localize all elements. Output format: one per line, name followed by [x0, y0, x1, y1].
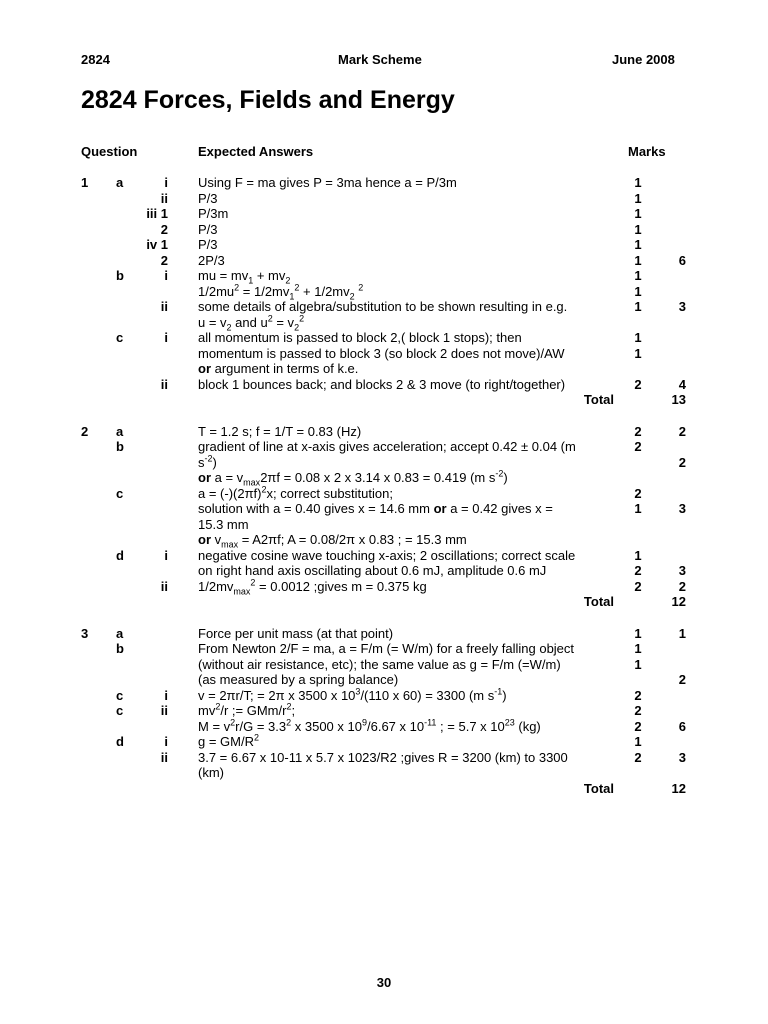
table-row	[0, 517, 768, 533]
expected-answer: momentum is passed to block 3 (so block 2 does not move)/AW	[198, 345, 565, 361]
total-marks: 4	[678, 376, 686, 392]
header-date: June 2008	[612, 52, 675, 67]
marks: 1	[634, 345, 642, 361]
table-row	[0, 594, 768, 610]
total-marks: 13	[671, 392, 686, 407]
question-number: 2	[81, 423, 89, 439]
marks: 2	[634, 718, 642, 734]
expected-answer: From Newton 2/F = ma, a = F/m (= W/m) for a freely falling object	[198, 641, 575, 656]
table-row	[0, 501, 768, 517]
table-row	[0, 191, 768, 207]
total-label: Total	[583, 594, 614, 609]
subpart-label: 2	[160, 252, 168, 268]
page-title: 2824 Forces, Fields and Energy	[81, 86, 455, 114]
subpart-label: i	[164, 330, 168, 345]
expected-answer: P/3m	[198, 206, 229, 221]
table-row	[0, 532, 768, 548]
table-row	[0, 486, 768, 502]
marks: 1	[634, 268, 642, 283]
marks: 1	[634, 237, 642, 252]
expected-answer: $s^{-2}$)	[198, 453, 217, 470]
subpart-label: iv 1	[146, 237, 168, 252]
marks: 2	[634, 439, 642, 454]
page-number: 30	[376, 975, 392, 990]
part-label: a	[116, 625, 124, 641]
table-row	[0, 253, 768, 269]
table-row	[0, 392, 768, 408]
header-doc-type: Mark Scheme	[338, 52, 422, 67]
table-row	[0, 641, 768, 657]
table-row	[0, 175, 768, 191]
table-row	[0, 626, 768, 642]
expected-answer: $g = GM/R^2$	[198, 732, 260, 749]
table-row	[0, 579, 768, 595]
subpart-label: ii	[160, 299, 168, 314]
marks: 1	[634, 206, 642, 221]
part-label: a	[116, 423, 124, 439]
column-expected-answers: Expected Answers	[198, 144, 314, 159]
question-number: 1	[81, 175, 89, 190]
marks: 1	[634, 190, 642, 206]
subpart-label: iii 1	[146, 206, 168, 221]
table-row	[0, 548, 768, 564]
total-marks: 2	[678, 454, 686, 470]
expected-answer: (without air resistance, etc); the same value as g = F/m (=W/m)	[198, 656, 561, 672]
part-label: d	[116, 547, 124, 563]
expected-answer: Force per unit mass (at that point)	[198, 625, 394, 641]
subpart-label: ii	[160, 578, 168, 594]
table-row	[0, 330, 768, 346]
expected-answer: on right hand axis oscillating about 0.6 mJ, amplitude 0.6 mJ	[198, 563, 547, 578]
table-row	[0, 657, 768, 673]
expected-answer: $1/2mv_{max}^2 = 0.0012$ ;gives m = 0.375 kg	[198, 577, 427, 597]
expected-answer: T = 1.2 s; f = 1/T = 0.83 (Hz)	[198, 423, 362, 439]
total-marks: 1	[678, 625, 686, 641]
expected-answer: 2P/3	[198, 252, 225, 268]
expected-answer: (km)	[198, 765, 224, 780]
expected-answer: block 1 bounces back; and blocks 2 & 3 move (to right/together)	[198, 376, 566, 392]
expected-answer: Using F = ma gives P = 3ma hence a = P/3m	[198, 175, 457, 190]
subpart-label: ii	[160, 749, 168, 765]
table-row	[0, 222, 768, 238]
subpart-label: i	[164, 734, 168, 749]
table-row	[0, 268, 768, 284]
table-row	[0, 703, 768, 719]
expected-answer: P/3	[198, 221, 218, 237]
total-marks: 3	[678, 299, 686, 314]
expected-answer: $1/2mu^2 = 1/2mv_1^2 + 1/2mv_2$ $^2$	[198, 282, 364, 302]
marks: 1	[634, 656, 642, 672]
marks: 2	[634, 578, 642, 594]
marks: 1	[634, 641, 642, 656]
marks: 2	[634, 687, 642, 703]
part-label: c	[116, 485, 124, 501]
total-label: Total	[583, 392, 614, 407]
table-row	[0, 750, 768, 766]
expected-answer: $mv^2/r$ ;= GMm/$r^2$;	[198, 701, 296, 718]
table-row	[0, 719, 768, 735]
marks: 1	[634, 283, 642, 299]
expected-answer: or $a = v_{max}2\pi f = 0.08$ x 2 x 3.14 x 0.83 = 0.419 (m $s^{-2}$)	[198, 468, 508, 488]
marks: 2	[634, 376, 642, 392]
table-row	[0, 315, 768, 331]
total-marks: 2	[678, 672, 686, 687]
marks: 2	[634, 703, 642, 718]
marks: 2	[634, 423, 642, 439]
expected-answer: P/3	[198, 237, 218, 252]
expected-answer: v = 2πr/T; = 2π x 3500 x $10^3/(110$ x 60) = 3300 (m $s^{-1}$)	[198, 686, 507, 703]
table-row	[0, 455, 768, 471]
table-row	[0, 424, 768, 440]
subpart-label: i	[164, 175, 168, 190]
subpart-label: 2	[160, 221, 168, 237]
part-label: a	[116, 175, 124, 190]
table-row	[0, 470, 768, 486]
total-marks: 3	[678, 749, 686, 765]
part-label: b	[116, 439, 124, 454]
total-marks: 12	[671, 594, 686, 609]
expected-answer: some details of algebra/substitution to be shown resulting in e.g.	[198, 299, 568, 314]
marks: 1	[634, 252, 642, 268]
column-marks: Marks	[628, 144, 666, 159]
marks: 2	[634, 749, 642, 765]
subpart-label: ii	[160, 376, 168, 392]
expected-answer: $M = v^2r/G = 3.3^2$ x 3500 x $10^9/6.67$ x $10^{-11}$ ; = 5.7 x $10^{23}$ (kg)	[198, 717, 541, 734]
column-question: Question	[81, 144, 138, 159]
total-label: Total	[583, 780, 614, 796]
table-row	[0, 439, 768, 455]
part-label: b	[116, 268, 124, 283]
expected-answer: solution with a = 0.40 gives x = 14.6 mm or a = 0.42 gives x =	[198, 501, 553, 516]
part-label: c	[116, 330, 124, 345]
part-label: c	[116, 687, 124, 703]
table-row	[0, 206, 768, 222]
expected-answer: gradient of line at x-axis gives acceleration; accept 0.42 ± 0.04 (m	[198, 439, 576, 454]
total-marks: 6	[678, 252, 686, 268]
expected-answer: or $v_{max} = A2\pi f$; A = 0.08/2π x 0.83 ; = 15.3 mm	[198, 532, 467, 550]
subpart-label: ii	[160, 703, 168, 718]
total-marks: 2	[678, 578, 686, 594]
expected-answer: $a = (-)(2\pi f)^2x$; correct substitution;	[198, 484, 393, 501]
subpart-label: ii	[160, 190, 168, 206]
total-marks: 3	[678, 563, 686, 578]
expected-answer: negative cosine wave touching x-axis; 2 oscillations; correct scale	[198, 547, 576, 563]
marks: 2	[634, 485, 642, 501]
table-row	[0, 299, 768, 315]
subpart-label: i	[164, 547, 168, 563]
question-number: 3	[81, 625, 89, 641]
expected-answer: or argument in terms of k.e.	[198, 361, 359, 376]
expected-answer: mu = $mv_1 + mv_2$	[198, 268, 291, 286]
header-code: 2824	[81, 52, 110, 67]
expected-answer: $u = v_2$ and $u^2 = v_2^2$	[198, 313, 305, 333]
table-row	[0, 361, 768, 377]
table-row	[0, 563, 768, 579]
total-marks: 12	[671, 780, 686, 796]
part-label: d	[116, 734, 124, 749]
expected-answer: all momentum is passed to block 2,( block 1 stops); then	[198, 330, 522, 345]
table-row	[0, 377, 768, 393]
marks: 1	[634, 734, 642, 749]
marks: 2	[634, 563, 642, 578]
expected-answer: (as measured by a spring balance)	[198, 672, 399, 687]
total-marks: 2	[678, 423, 686, 439]
part-label: b	[116, 641, 124, 656]
table-row	[0, 237, 768, 253]
table-row	[0, 765, 768, 781]
marks: 1	[634, 501, 642, 516]
table-row	[0, 734, 768, 750]
table-row	[0, 781, 768, 797]
part-label: c	[116, 703, 124, 718]
table-row	[0, 346, 768, 362]
total-marks: 3	[678, 501, 686, 516]
marks: 1	[634, 221, 642, 237]
expected-answer: P/3	[198, 190, 218, 206]
subpart-label: i	[164, 687, 168, 703]
marks: 1	[634, 330, 642, 345]
expected-answer: 15.3 mm	[198, 516, 249, 532]
table-row	[0, 672, 768, 688]
table-row	[0, 284, 768, 300]
marks: 1	[634, 547, 642, 563]
marks: 1	[634, 299, 642, 314]
subpart-label: i	[164, 268, 168, 283]
total-marks: 6	[678, 718, 686, 734]
expected-answer: 3.7 = 6.67 x 10-11 x 5.7 x 1023/R2 ;gives R = 3200 (km) to 3300	[198, 749, 568, 765]
marks: 1	[634, 625, 642, 641]
marks: 1	[634, 175, 642, 190]
table-row	[0, 688, 768, 704]
